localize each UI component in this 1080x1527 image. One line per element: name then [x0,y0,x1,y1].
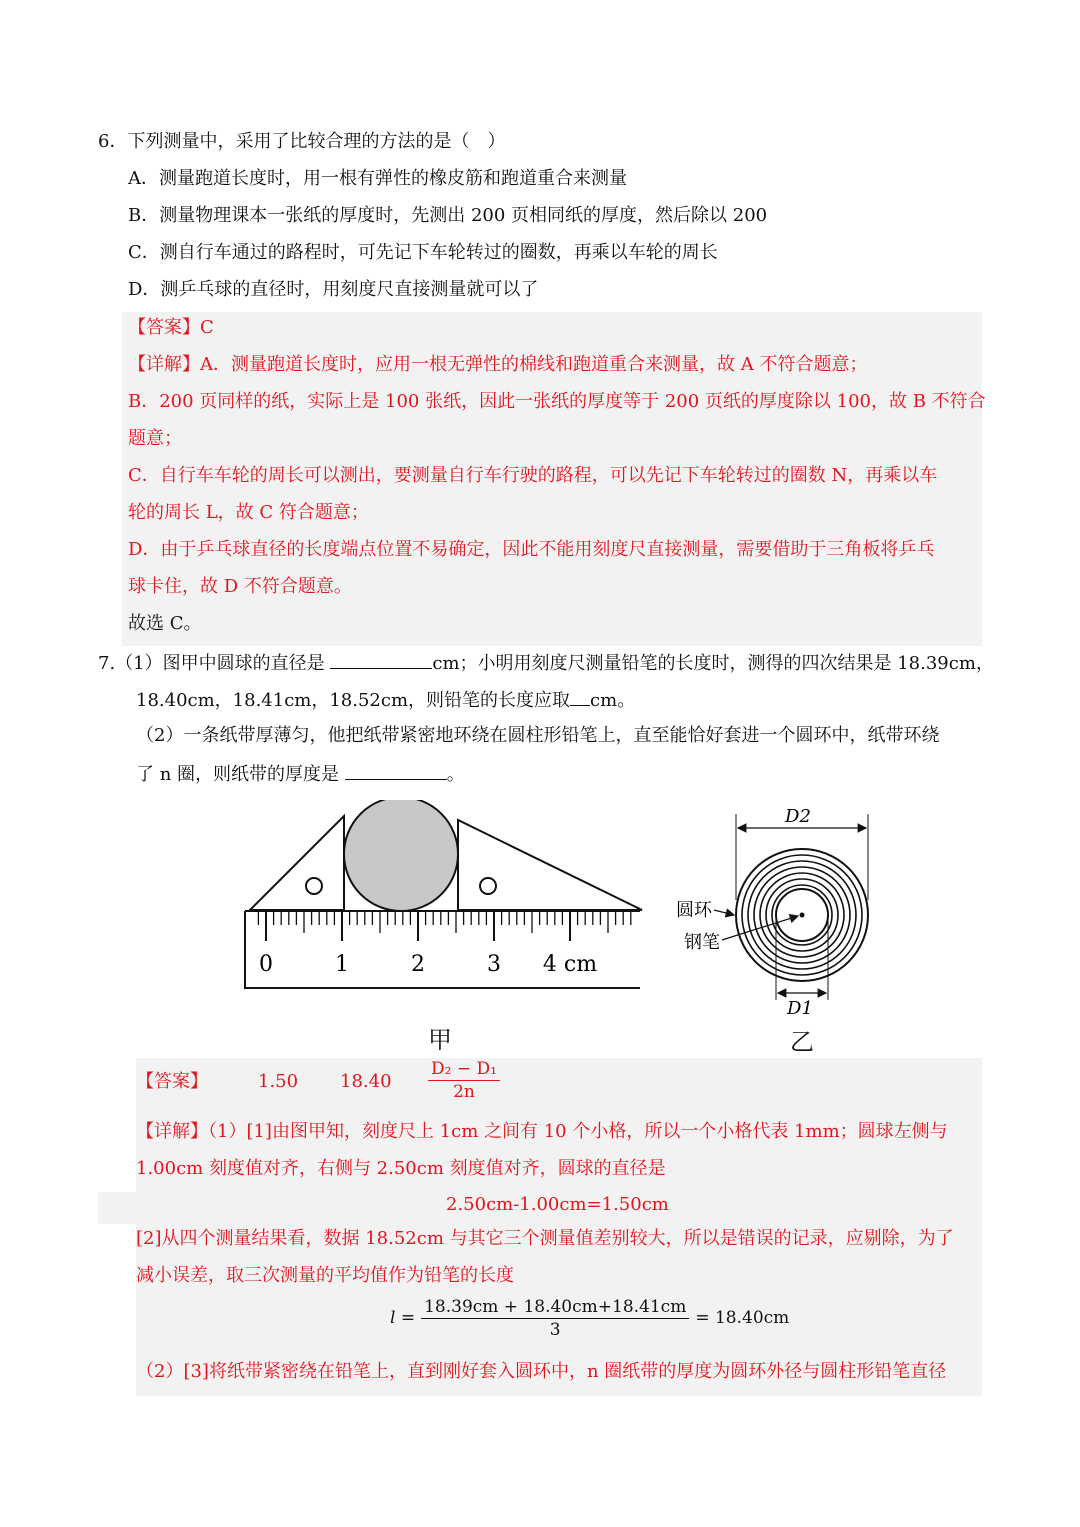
q7-detail-line-2: 1.00cm 刻度值对齐，右侧与 2.50cm 刻度值对齐，圆球的直径是 [136,1158,666,1179]
q7-answer-label: 【答案】 [136,1071,208,1092]
q6-detail-line-1 [128,353,867,377]
label-ring: 圆环 [676,900,712,921]
q7-answer-2: 18.40 [340,1071,392,1092]
q6-stem: 6．下列测量中，采用了比较合理的方法的是（ ） [98,131,506,152]
q6-answer-line [128,316,214,340]
q6-detail-line-4: C．自行车车轮的周长可以测出，要测量自行车行驶的路程，可以先记下车轮转过的圈数 N，再乘以车 [128,465,938,486]
q7-detail-line-1 [136,1120,948,1144]
formula-denominator: 3 [549,1320,561,1340]
answer-frac-numerator: D₂ − D₁ [428,1058,500,1081]
tick-label-4: 4 cm [542,952,598,977]
q6-option-c: C．测自行车通过的路程时，可先记下车轮转过的圈数，再乘以车轮的周长 [128,242,718,263]
q7-answer-box-notch [98,1192,138,1224]
tick-label-1: 1 [335,952,349,977]
ring-pointer [714,910,734,915]
figure-jia [240,800,650,1000]
q7-line-2-a: 18.40cm，18.41cm，18.52cm，则铅笔的长度应取 [136,690,571,711]
q7-answer-1: 1.50 [258,1071,299,1092]
q7-detail-label: 【详解】 [136,1121,208,1142]
q7-detail-line-5: 减小误差，取三次测量的平均值作为铅笔的长度 [136,1265,514,1286]
q7-detail-line-6: （2）[3]将纸带紧密绕在铅笔上，直到刚好套入圆环中，n 圈纸带的厚度为圆环外径与圆柱形铅笔直径 [136,1361,947,1382]
q7-answer-3-fraction [428,1058,500,1103]
tick-label-0: 0 [259,952,273,977]
q7-line-4-b: 。 [446,764,465,785]
tick-label-3: 3 [487,952,501,977]
left-set-square [250,816,344,910]
label-d1: D1 [787,998,813,1019]
figure-jia-caption: 甲 [428,1026,452,1054]
q7-line-2 [136,687,635,713]
answer-blank-1[interactable] [330,650,432,669]
q6-option-b: B．测量物理课本一张纸的厚度时，先测出 200 页相同纸的厚度，然后除以 200 [128,205,768,226]
answer-frac-denominator: 2n [453,1082,475,1102]
q7-line-1 [98,650,994,676]
right-set-square-hole [480,878,496,894]
label-pen: 钢笔 [684,932,720,953]
figure-yi [670,800,900,1020]
q7-line-2-b: cm。 [590,690,636,711]
q7-detail-line-3: 2.50cm-1.00cm=1.50cm [446,1194,669,1215]
figure-yi-caption: 乙 [790,1028,814,1056]
q6-detail-line-7: 球卡住，故 D 不符合题意。 [128,576,352,597]
q6-option-a: A．测量跑道长度时，用一根有弹性的橡皮筋和跑道重合来测量 [128,168,627,189]
q6-detail-label: 【详解】 [128,354,200,375]
q7-detail-text-1: （1）[1]由图甲知，刻度尺上 1cm 之间有 10 个小格，所以一个小格代表 1mm；圆球左侧与 [208,1121,948,1142]
q7-line-4 [136,761,465,787]
q7-mean-formula [390,1296,789,1341]
q7-line-4-a: 了 n 圈，则纸带的厚度是 [136,764,340,785]
q6-detail-line-5: 轮的周长 L，故 C 符合题意； [128,502,369,523]
answer-blank-3[interactable] [345,761,447,780]
q6-detail-line-3: 题意； [128,428,182,449]
right-set-square [458,820,642,910]
q7-line-3: （2）一条纸带厚薄匀，他把纸带紧密地环绕在圆柱形铅笔上，直至能恰好套进一个圆环中，纸带环绕 [136,725,940,746]
tick-label-2: 2 [411,952,425,977]
q6-detail-line-2: B．200 页同样的纸，实际上是 100 张纸，因此一张纸的厚度等于 200 页纸的厚度除以 100，故 B 不符合 [128,391,986,412]
answer-blank-2[interactable] [570,687,590,706]
formula-rhs: = 18.40cm [695,1308,790,1328]
q6-conclusion: 故选 C。 [128,613,202,634]
ruler-ticks [258,911,630,941]
q6-option-d: D．测乒乓球的直径时，用刻度尺直接测量就可以了 [128,279,539,300]
q6-answer-label: 【答案】 [128,317,200,338]
pen-center [800,913,805,918]
formula-numerator: 18.39cm + 18.40cm+18.41cm [421,1296,689,1319]
q7-line-1-a: 7.（1）图甲中圆球的直径是 [98,653,325,674]
q7-line-1-b: cm；小明用刻度尺测量铅笔的长度时，测得的四次结果是 18.39cm， [432,653,994,674]
q7-detail-line-4: [2]从四个测量结果看，数据 18.52cm 与其它三个测量值差别较大，所以是错误的记录，应剔除，为了 [136,1228,954,1249]
label-d2: D2 [785,806,811,827]
q6-detail-text: A．测量跑道长度时，应用一根无弹性的棉线和跑道重合来测量，故 A 不符合题意； [200,354,868,375]
q6-detail-line-6: D．由于乒乓球直径的长度端点位置不易确定，因此不能用刻度尺直接测量，需要借助于三角板将乒乓 [128,539,935,560]
q6-answer-value: C [200,317,214,338]
ball [344,800,458,911]
formula-lhs: l = [390,1308,416,1328]
left-set-square-hole [306,878,322,894]
